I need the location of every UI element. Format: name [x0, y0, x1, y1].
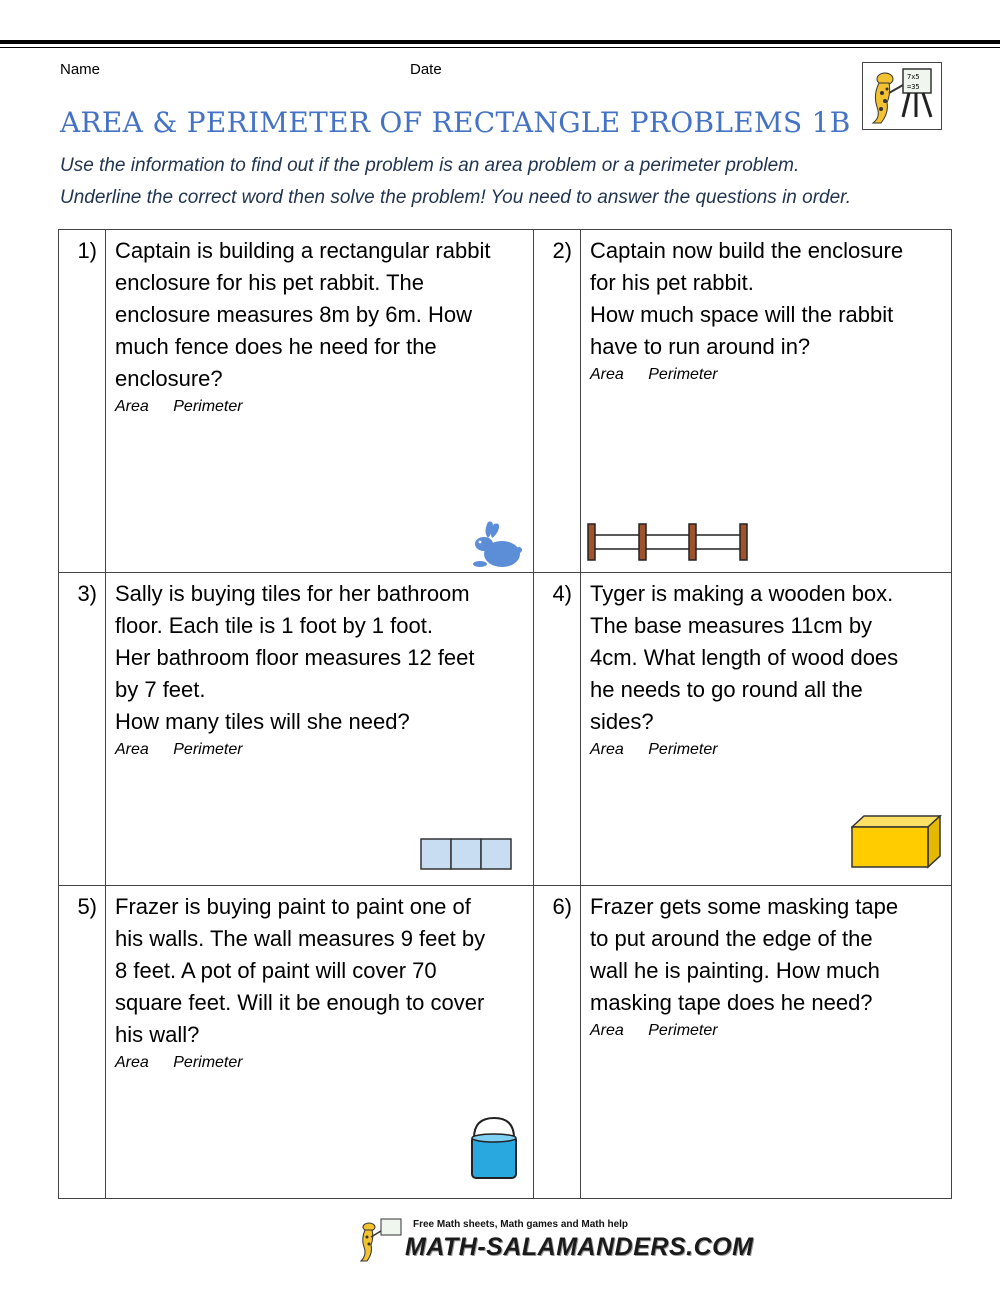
choice-perimeter[interactable]: Perimeter [173, 1054, 243, 1071]
problem-row [59, 573, 952, 886]
salamander-logo [862, 62, 942, 130]
worksheet-title: AREA & PERIMETER OF RECTANGLE PROBLEMS 1B [60, 106, 851, 139]
name-label: Name [60, 61, 101, 78]
problem-text: Frazer gets some masking tape to put around the edge of the wall he is painting. How much masking tape does he need? [590, 894, 899, 1015]
problem-row [59, 886, 952, 1199]
choice-perimeter[interactable]: Perimeter [648, 366, 718, 383]
instruction-line-2: Underline the correct word then solve the problem! You need to answer the questions in order. [60, 187, 852, 208]
problem-text: Tyger is making a wooden box. The base measures 11cm by 4cm. What length of wood does he needs to go round all the sides? [590, 581, 899, 734]
tiles-icon [420, 838, 514, 870]
choice-area[interactable]: Area [115, 741, 149, 758]
top-rule-thick [0, 40, 1000, 44]
footer-logo [355, 1215, 754, 1265]
problem-text: Captain is building a rectangular rabbit enclosure for his pet rabbit. The enclosure measures 8m by 6m. How much fence does he need for the enclosure? [115, 238, 491, 391]
problem-row [59, 230, 952, 573]
choice-area[interactable]: Area [590, 1022, 624, 1039]
problem-cell-3 [106, 573, 534, 886]
choice-perimeter[interactable]: Perimeter [648, 1022, 718, 1039]
problem-number: 2) [534, 230, 581, 573]
choice-perimeter[interactable]: Perimeter [648, 741, 718, 758]
problem-number: 3) [59, 573, 106, 886]
date-label: Date [410, 61, 442, 78]
footer-tagline: Free Math sheets, Math games and Math help [413, 1219, 629, 1230]
problem-cell-6 [581, 886, 952, 1199]
choice-perimeter[interactable]: Perimeter [173, 741, 243, 758]
problem-number: 6) [534, 886, 581, 1199]
logo-sum-bottom: =35 [907, 83, 920, 91]
instructions [60, 150, 851, 214]
answer-choices [115, 1052, 527, 1074]
answer-choices [590, 364, 945, 386]
rabbit-icon [466, 520, 522, 568]
paint-pot-icon [468, 1116, 520, 1180]
problem-text: Captain now build the enclosure for his pet rabbit. How much space will the rabbit have to run around in? [590, 238, 904, 359]
answer-choices [115, 396, 527, 418]
problem-cell-1 [106, 230, 534, 573]
logo-sum-top: 7x5 [907, 73, 920, 81]
salamander-chalkboard-icon [863, 63, 941, 129]
problem-number: 4) [534, 573, 581, 886]
choice-area[interactable]: Area [590, 741, 624, 758]
wooden-box-icon [851, 815, 943, 869]
problem-cell-5 [106, 886, 534, 1199]
salamander-icon [355, 1217, 405, 1263]
problem-text: Sally is buying tiles for her bathroom floor. Each tile is 1 foot by 1 foot. Her bathroom floor measures 12 feet by 7 feet. How many tiles will she need? [115, 581, 475, 734]
problem-number: 5) [59, 886, 106, 1199]
instruction-line-1: Use the information to find out if the problem is an area problem or a perimeter problem. [60, 155, 800, 176]
choice-perimeter[interactable]: Perimeter [173, 398, 243, 415]
choice-area[interactable]: Area [115, 1054, 149, 1071]
answer-choices [115, 739, 527, 761]
choice-area[interactable]: Area [115, 398, 149, 415]
choice-area[interactable]: Area [590, 366, 624, 383]
fence-icon [587, 523, 751, 561]
problem-cell-4 [581, 573, 952, 886]
top-rule-thin [0, 47, 1000, 48]
answer-choices [590, 1020, 945, 1042]
problem-cell-2 [581, 230, 952, 573]
answer-choices [590, 739, 945, 761]
problem-number: 1) [59, 230, 106, 573]
problems-grid [58, 229, 952, 1199]
footer-site-name[interactable]: MATH-SALAMANDERS.COM [405, 1233, 754, 1261]
problem-text: Frazer is buying paint to paint one of his walls. The wall measures 9 feet by 8 feet. A pot of paint will cover 70 square feet. Will it be enough to cover his wall? [115, 894, 486, 1047]
